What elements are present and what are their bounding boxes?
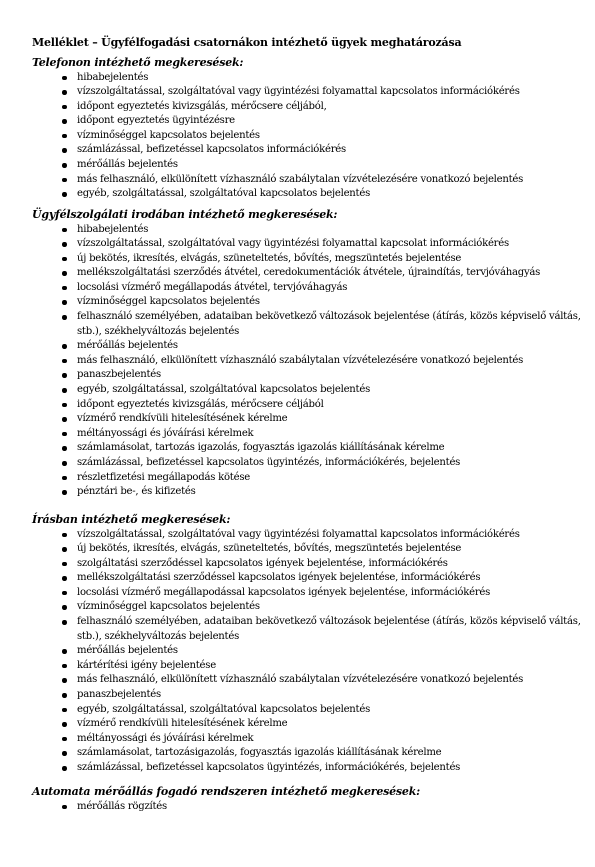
list-item: pénztári be-, és kifizetés (32, 485, 581, 500)
section-telefon (32, 56, 581, 202)
list-item: felhasználó személyében, adataiban bekövetkező változások bejelentése (átírás, közös képviselő váltás, stb.), székhelyváltozás bejelentés (32, 310, 581, 339)
list-item: locsolási vízmérő megállapodás átvétel, tervjóváhagyás (32, 281, 581, 296)
list-item: locsolási vízmérő megállapodással kapcsolatos igények bejelentése, információkérés (32, 586, 581, 601)
list-item: mérőállás bejelentés (32, 644, 581, 659)
list-item: számlázással, befizetéssel kapcsolatos információkérés (32, 143, 581, 158)
list-item: egyéb, szolgáltatással, szolgáltatóval kapcsolatos bejelentés (32, 187, 581, 202)
list-item: más felhasználó, elkülönített vízhasználó szabálytalan vízvételezésére vonatkozó bejelentés (32, 173, 581, 188)
list-item: részletfizetési megállapodás kötése (32, 471, 581, 486)
list-item: szolgáltatási szerződéssel kapcsolatos igények bejelentése, információkérés (32, 557, 581, 572)
list-item: új bekötés, ikresítés, elvágás, szüneteltetés, bővítés, megszüntetés bejelentése (32, 542, 581, 557)
list-item: felhasználó személyében, adataiban bekövetkező változások bejelentése (átírás, közös képviselő váltás, stb.), székhelyváltozás bejelentés (32, 615, 581, 644)
list-item: vízminőséggel kapcsolatos bejelentés (32, 295, 581, 310)
list-item: panaszbejelentés (32, 688, 581, 703)
list-item: mellékszolgáltatási szerződés átvétel, ceredokumentációk átvétele, újraindítás, tervjóváhagyás (32, 266, 581, 281)
item-list (32, 528, 581, 776)
list-item: mellékszolgáltatási szerződéssel kapcsolatos igények bejelentése, információkérés (32, 571, 581, 586)
section-heading: Automata mérőállás fogadó rendszeren intézhető megkeresések: (32, 785, 421, 798)
list-item: panaszbejelentés (32, 368, 581, 383)
list-item: vízminőséggel kapcsolatos bejelentés (32, 129, 581, 144)
list-item: hibabejelentés (32, 223, 581, 238)
list-item: vízszolgáltatással, szolgáltatóval vagy ügyintézési folyamattal kapcsolatos információkérés (32, 85, 581, 100)
list-item: számlamásolat, tartozás igazolás, fogyasztás igazolás kiállításának kérelme (32, 441, 581, 456)
section-heading: Írásban intézhető megkeresések: (32, 513, 231, 526)
section-automata (32, 785, 581, 814)
item-list (32, 800, 581, 815)
item-list (32, 223, 581, 500)
list-item: egyéb, szolgáltatással, szolgáltatóval kapcsolatos bejelentés (32, 703, 581, 718)
list-item: vízminőséggel kapcsolatos bejelentés (32, 600, 581, 615)
item-list (32, 71, 581, 202)
document-title: Melléklet – Ügyfélfogadási csatornákon intézhető ügyek meghatározása (32, 36, 462, 49)
section-iroda (32, 208, 581, 500)
list-item: vízmérő rendkívüli hitelesítésének kérelme (32, 412, 581, 427)
section-heading: Telefonon intézhető megkeresések: (32, 56, 244, 69)
list-item: kártérítési igény bejelentése (32, 659, 581, 674)
list-item: időpont egyeztetés kivizsgálás, mérőcsere céljából (32, 398, 581, 413)
list-item: új bekötés, ikresítés, elvágás, szüneteltetés, bővítés, megszüntetés bejelentése (32, 252, 581, 267)
list-item: időpont egyeztetés kivizsgálás, mérőcsere céljából, (32, 100, 581, 115)
list-item: más felhasználó, elkülönített vízhasználó szabálytalan vízvételezésére vonatkozó bejelentés (32, 673, 581, 688)
section-irasban (32, 513, 581, 776)
list-item: számlamásolat, tartozásigazolás, fogyasztás igazolás kiállításának kérelme (32, 746, 581, 761)
list-item: méltányossági és jóváírási kérelmek (32, 732, 581, 747)
list-item: mérőállás bejelentés (32, 158, 581, 173)
list-item: számlázással, befizetéssel kapcsolatos ügyintézés, információkérés, bejelentés (32, 456, 581, 471)
section-heading: Ügyfélszolgálati irodában intézhető megkeresések: (32, 208, 338, 221)
list-item: mérőállás rögzítés (32, 800, 581, 815)
list-item: vízmérő rendkívüli hitelesítésének kérelme (32, 717, 581, 732)
list-item: mérőállás bejelentés (32, 339, 581, 354)
list-item: vízszolgáltatással, szolgáltatóval vagy ügyintézési folyamattal kapcsolat információkérés (32, 237, 581, 252)
list-item: más felhasználó, elkülönített vízhasználó szabálytalan vízvételezésére vonatkozó bejelentés (32, 354, 581, 369)
list-item: időpont egyeztetés ügyintézésre (32, 114, 581, 129)
list-item: egyéb, szolgáltatással, szolgáltatóval kapcsolatos bejelentés (32, 383, 581, 398)
list-item: hibabejelentés (32, 71, 581, 86)
list-item: számlázással, befizetéssel kapcsolatos ügyintézés, információkérés, bejelentés (32, 761, 581, 776)
list-item: méltányossági és jóváírási kérelmek (32, 427, 581, 442)
list-item: vízszolgáltatással, szolgáltatóval vagy ügyintézési folyamattal kapcsolatos információkérés (32, 528, 581, 543)
